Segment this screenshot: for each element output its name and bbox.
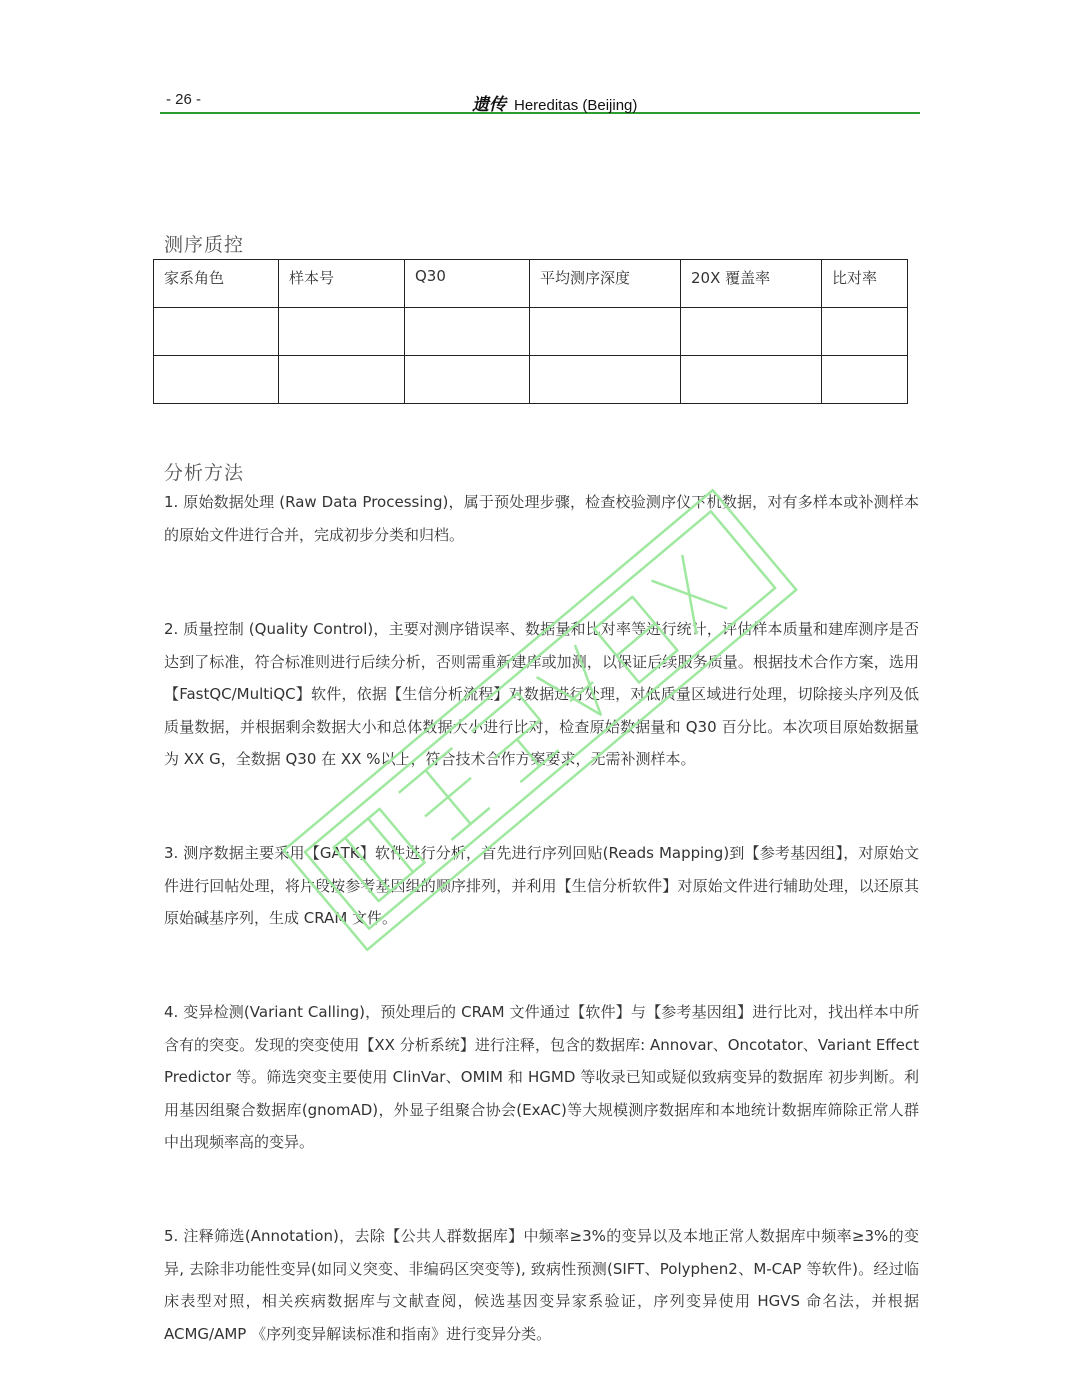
qc-col-q30: Q30 [405, 260, 530, 308]
qc-col-20x-coverage: 20X 覆盖率 [681, 260, 822, 308]
table-cell [681, 308, 822, 356]
table-cell [279, 356, 405, 404]
method-paragraph-3: 3. 测序数据主要采用【GATK】软件进行分析，首先进行序列回贴(Reads Mapping)到【参考基因组】，对原始文件进行回帖处理，将片段按参考基因组的顺序排列，并利用【生信分析软件】对原始文件进行辅助处理，以还原其原始碱基序列，生成 CRAM 文件。 [164, 844, 919, 927]
qc-col-sample-id: 样本号 [279, 260, 405, 308]
method-paragraph-1: 1. 原始数据处理 (Raw Data Processing)，属于预处理步骤，检查校验测序仪下机数据，对有多样本或补测样本的原始文件进行合并，完成初步分类和归档。 [164, 493, 919, 544]
page-number: - 26 - [166, 91, 202, 108]
qc-table-header-row [154, 260, 908, 308]
qc-col-mean-depth: 平均测序深度 [530, 260, 681, 308]
qc-col-family-role: 家系角色 [154, 260, 279, 308]
table-row [154, 356, 908, 404]
table-cell [405, 356, 530, 404]
table-row [154, 308, 908, 356]
table-cell [530, 308, 681, 356]
journal-title-en: Hereditas (Beijing) [514, 97, 638, 114]
table-cell [405, 308, 530, 356]
qc-col-mapping-rate: 比对率 [822, 260, 908, 308]
table-cell [154, 356, 279, 404]
table-cell [530, 356, 681, 404]
journal-title [472, 90, 637, 115]
table-cell [822, 356, 908, 404]
methods-section-title: 分析方法 [164, 462, 245, 484]
table-cell [154, 308, 279, 356]
qc-table [153, 259, 908, 404]
table-cell [279, 308, 405, 356]
method-paragraph-2: 2. 质量控制 (Quality Control)，主要对测序错误率、数据量和比对率等进行统计，评估样本质量和建库测序是否达到了标准，符合标准则进行后续分析，否则需重新建库或加测，以保证后续服务质量。根据技术合作方案，选用【FastQC/MultiQC】软件，依据【生信分析流程】对数据进行处理，对低质量区域进行处理，切除接头序列及低质量数据，并根据剩余数据大小和总体数据大小进行比对，检查原始数据量和 Q30 百分比。本次项目原始数据量为 XX G，全数据 Q30 在 XX %以上，符合技术合作方案要求，无需补测样本。 [164, 620, 919, 768]
qc-section-title: 测序质控 [164, 234, 245, 256]
method-paragraph-4: 4. 变异检测(Variant Calling)，预处理后的 CRAM 文件通过【软件】与【参考基因组】进行比对，找出样本中所含有的突变。发现的突变使用【XX 分析系统】进行注释，包含的数据库: Annovar、Oncotator、Variant Effect Predictor 等。筛选突变主要使用 ClinVar、OMIM 和 HGMD 等收录已知或疑似致病变异的数据库 初步判断。利用基因组聚合数据库(gnomAD)，外显子组聚合协会(ExAC)等大规模测序数据库和本地统计数据库筛除正常人群中出现频率高的变异。 [164, 1003, 919, 1151]
method-paragraph-5: 5. 注释筛选(Annotation)，去除【公共人群数据库】中频率≥3%的变异以及本地正常人数据库中频率≥3%的变异, 去除非功能性变异(如同义突变、非编码区突变等), 致病性预测(SIFT、Polyphen2、M-CAP 等软件)。经过临床表型对照，相关疾病数据库与文献查阅，候选基因变异家系验证，序列变异使用 HGVS 命名法，并根据 ACMG/AMP 《序列变异解读标准和指南》进行变异分类。 [164, 1227, 919, 1343]
journal-title-cn: 遗传 [472, 95, 506, 115]
page-header [160, 88, 920, 114]
table-cell [681, 356, 822, 404]
table-cell [822, 308, 908, 356]
